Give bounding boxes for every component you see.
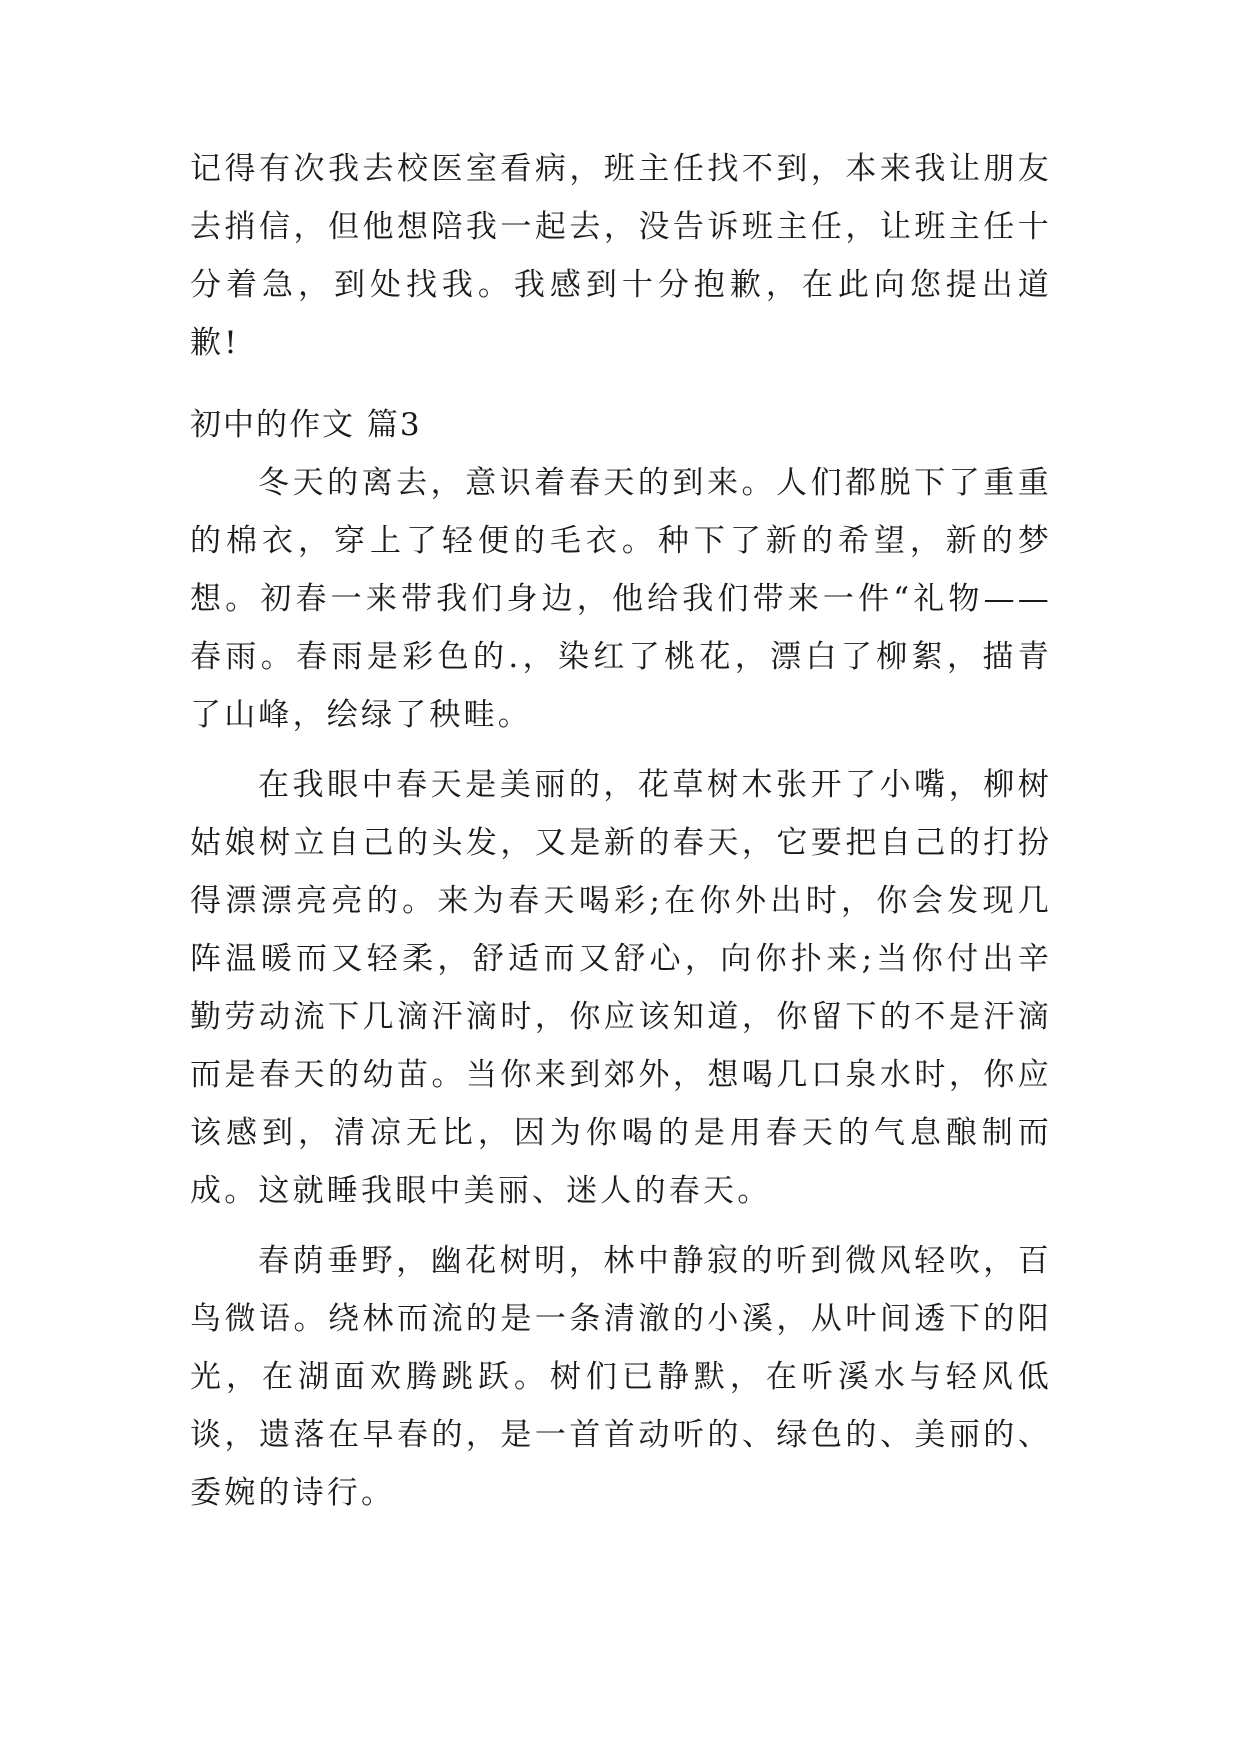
essay-paragraph-2: 在我眼中春天是美丽的，花草树木张开了小嘴，柳树姑娘树立自己的头发，又是新的春天，它要把自己的打扮得漂漂亮亮的。来为春天喝彩;在你外出时，你会发现几阵温暖而又轻柔，舒适而又舒心，向你扑来;当你付出辛勤劳动流下几滴汗滴时，你应该知道，你留下的不是汗滴而是春天的幼苗。当你来到郊外，想喝几口泉水时，你应该感到，清凉无比，因为你喝的是用春天的气息酿制而成。这就睡我眼中美丽、迷人的春天。 <box>190 767 1052 1209</box>
essay-paragraph-3: 春荫垂野，幽花树明，林中静寂的听到微风轻吹，百鸟微语。绕林而流的是一条清澈的小溪，从叶间透下的阳光，在湖面欢腾跳跃。树们已静默，在听溪水与轻风低谈，遗落在早春的，是一首首动听的、绿色的、美丽的、委婉的诗行。 <box>190 1243 1052 1511</box>
top-paragraph: 记得有次我去校医室看病，班主任找不到，本来我让朋友去捎信，但他想陪我一起去，没告诉班主任，让班主任十分着急，到处找我。我感到十分抱歉，在此向您提出道歉! <box>190 151 1052 361</box>
section-heading: 初中的作文 篇3 <box>190 407 422 443</box>
essay-paragraph-1: 冬天的离去，意识着春天的到来。人们都脱下了重重的棉衣，穿上了轻便的毛衣。种下了新的希望，新的梦想。初春一来带我们身边，他给我们带来一件“礼物——春雨。春雨是彩色的.，染红了桃花，漂白了柳絮，描青了山峰，绘绿了秧畦。 <box>190 465 1052 733</box>
previous-essay-ending <box>190 140 1052 372</box>
essay-body <box>190 454 1052 1522</box>
